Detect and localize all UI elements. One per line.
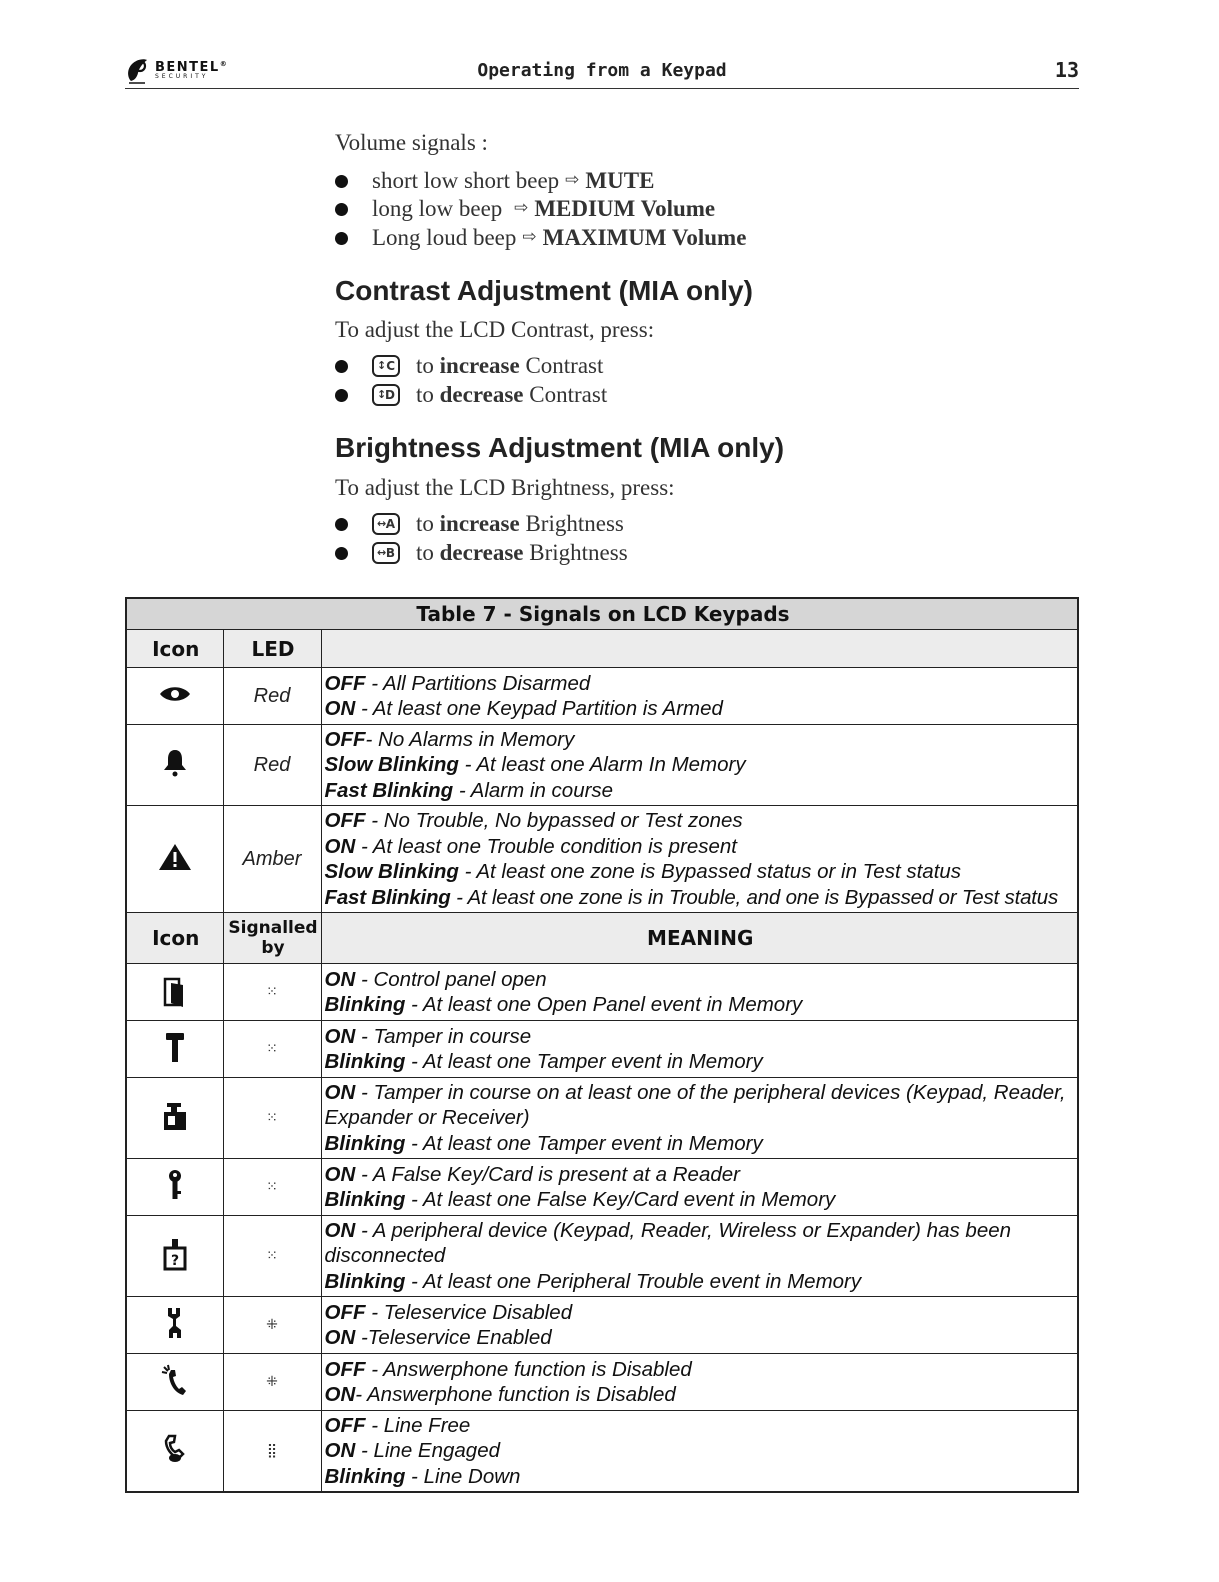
arrow-right-icon: ⇨	[522, 227, 537, 247]
page-header	[125, 52, 1079, 89]
hammer-icon	[126, 1021, 223, 1078]
column-header-icon: Icon	[126, 913, 223, 964]
bullet-icon	[335, 232, 348, 245]
table-row	[126, 806, 1078, 913]
brand-name: BENTEL	[155, 59, 220, 75]
contrast-heading: Contrast Adjustment (MIA only)	[335, 275, 753, 306]
led-color: Red	[223, 725, 321, 806]
wrench-icon	[126, 1297, 223, 1354]
pixel-x-symbol: ⁙	[223, 1159, 321, 1216]
brightness-item: ↔ A to increase Brightness	[335, 511, 624, 537]
pixel-x-symbol: ⁙	[223, 964, 321, 1021]
volume-intro: Volume signals :	[335, 130, 488, 155]
warning-icon	[126, 806, 223, 913]
meaning-cell: ON - Control panel open Blinking - At least one Open Panel event in Memory	[321, 964, 1078, 1021]
eye-icon	[126, 668, 223, 725]
bullet-icon	[335, 203, 348, 216]
column-header-meaning: MEANING	[321, 913, 1078, 964]
meaning-cell: OFF - Line Free ON - Line Engaged Blinking - Line Down	[321, 1411, 1078, 1492]
phone-line-icon	[126, 1411, 223, 1492]
meaning-cell: ON - Tamper in course on at least one of the peripheral devices (Keypad, Reader, Expander or Receiver) Blinking - At least one Tamper event in Memory	[321, 1078, 1078, 1159]
brightness-intro: To adjust the LCD Brightness, press:	[335, 475, 675, 500]
panel-open-icon	[126, 964, 223, 1021]
page-title: Operating from a Keypad	[477, 60, 727, 81]
pixel-star-symbol: ⁜	[223, 1354, 321, 1411]
contrast-intro: To adjust the LCD Contrast, press:	[335, 317, 655, 342]
column-header-icon: Icon	[126, 630, 223, 668]
page-number: 13	[1054, 58, 1079, 82]
table-row	[126, 964, 1078, 1021]
table-row	[126, 725, 1078, 806]
volume-item: Long loud beep ⇨ MAXIMUM Volume	[335, 225, 746, 251]
led-color: Red	[223, 668, 321, 725]
pixel-x-symbol: ⁙	[223, 1216, 321, 1297]
signals-table	[125, 597, 1079, 1493]
table-row	[126, 1216, 1078, 1297]
bullet-icon	[335, 389, 348, 402]
column-header-led: LED	[223, 630, 321, 668]
table-row	[126, 1297, 1078, 1354]
column-header-signalled-by: Signalled by	[223, 913, 321, 964]
keypad-key-a-icon: ↔ A	[372, 513, 400, 535]
meaning-cell: OFF - No Trouble, No bypassed or Test zones ON - At least one Trouble condition is present Slow Blinking - At least one zone is Bypassed status or in Test status Fast Blinking - At least one zone is in Trouble, and one is Bypassed or Test status	[321, 806, 1078, 913]
meaning-cell: ON - A False Key/Card is present at a Reader Blinking - At least one False Key/Card event in Memory	[321, 1159, 1078, 1216]
arrow-right-icon: ⇨	[514, 198, 529, 218]
meaning-cell: OFF- No Alarms in Memory Slow Blinking - At least one Alarm In Memory Fast Blinking - Alarm in course	[321, 725, 1078, 806]
pixel-x-symbol: ⁙	[223, 1078, 321, 1159]
contrast-item: ↕ C to increase Contrast	[335, 353, 603, 379]
peripheral-tamper-icon	[126, 1078, 223, 1159]
pixel-star-symbol: ⁜	[223, 1297, 321, 1354]
volume-item: short low short beep ⇨ MUTE	[335, 168, 654, 194]
keypad-key-b-icon: ↔ B	[372, 542, 400, 564]
peripheral-unknown-icon	[126, 1216, 223, 1297]
brightness-heading: Brightness Adjustment (MIA only)	[335, 432, 785, 463]
meaning-cell: OFF - All Partitions Disarmed ON - At least one Keypad Partition is Armed	[321, 668, 1078, 725]
table-row	[126, 1159, 1078, 1216]
keypad-key-d-icon: ↕ D	[372, 384, 400, 406]
table-row	[126, 1354, 1078, 1411]
brand-subtitle: SECURITY	[155, 72, 209, 80]
volume-item: long low beep ⇨ MEDIUM Volume	[335, 196, 715, 222]
bell-icon	[126, 725, 223, 806]
pixel-x-symbol: ⁙	[223, 1021, 321, 1078]
keypad-key-c-icon: ↕ C	[372, 355, 400, 377]
meaning-cell: ON - Tamper in course Blinking - At least one Tamper event in Memory	[321, 1021, 1078, 1078]
registered-mark: ®	[219, 59, 229, 68]
meaning-cell: ON - A peripheral device (Keypad, Reader, Wireless or Expander) has been disconnected Blinking - At least one Peripheral Trouble event in Memory	[321, 1216, 1078, 1297]
table-row	[126, 1021, 1078, 1078]
svg-text:?: ?	[170, 1252, 179, 1269]
meaning-cell: OFF - Answerphone function is Disabled ON- Answerphone function is Disabled	[321, 1354, 1078, 1411]
phone-ringing-icon	[126, 1354, 223, 1411]
pixel-block-symbol: ⣿	[223, 1411, 321, 1492]
bullet-icon	[335, 518, 348, 531]
bullet-icon	[335, 360, 348, 373]
table-row	[126, 668, 1078, 725]
arrow-right-icon: ⇨	[565, 170, 580, 190]
led-color: Amber	[223, 806, 321, 913]
table-row	[126, 1078, 1078, 1159]
key-icon	[126, 1159, 223, 1216]
bullet-icon	[335, 547, 348, 560]
column-header-empty	[321, 630, 1078, 668]
table-row	[126, 1411, 1078, 1492]
brightness-item: ↔ B to decrease Brightness	[335, 540, 628, 566]
meaning-cell: OFF - Teleservice Disabled ON -Teleservice Enabled	[321, 1297, 1078, 1354]
contrast-item: ↕ D to decrease Contrast	[335, 382, 607, 408]
table-caption: Table 7 - Signals on LCD Keypads	[126, 598, 1078, 630]
bullet-icon	[335, 175, 348, 188]
